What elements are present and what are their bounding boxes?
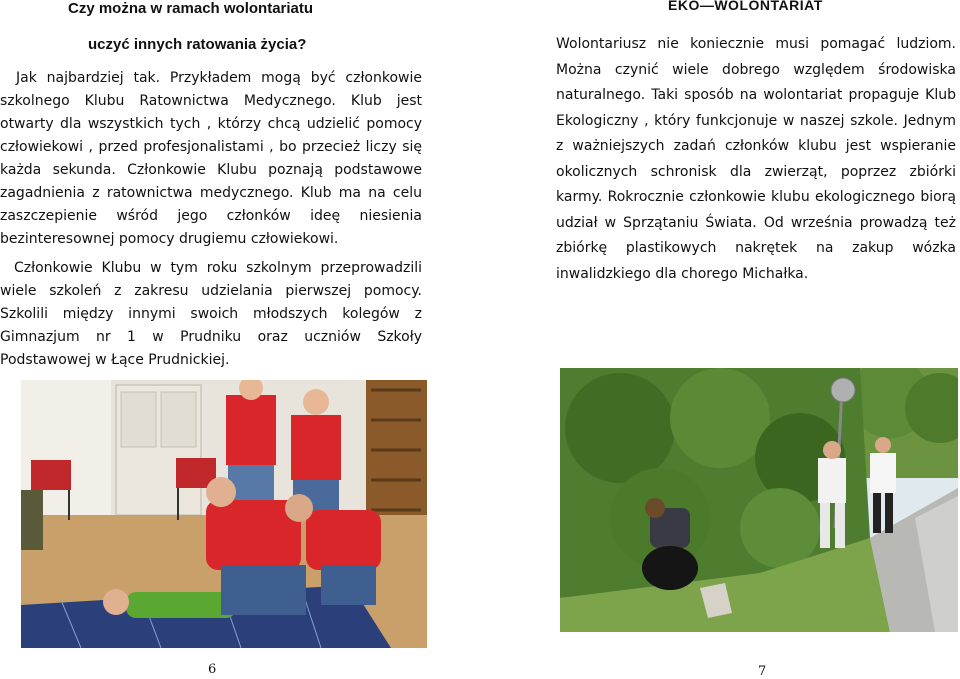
right-title: EKO—WOLONTARIAT <box>668 0 823 13</box>
left-page-number: 6 <box>208 662 217 677</box>
first-aid-training-photo <box>21 380 427 648</box>
left-paragraph-2: Członkowie Klubu w tym roku szkolnym przeprowadzili wiele szkoleń z zakresu udzielania pierwszej pomocy. Szkolili między innymi swoich młodszych kolegów z Gimnazjum nr 1 w Prudniku oraz uczniów Szkoły Podstawowej w Łące Prudnickiej. <box>0 260 422 368</box>
left-title-line1: Czy można w ramach wolontariatu <box>68 0 314 17</box>
right-page-number: 7 <box>758 664 767 679</box>
world-cleanup-photo <box>560 368 958 632</box>
right-paragraph: Wolontariusz nie koniecznie musi pomagać ludziom. Można czynić wiele dobrego względem środowiska naturalnego. Taki sposób na wolontariat propaguje Klub Ekologiczny , który funkcjonuje w naszej szkole. Jednym z ważniejszych zadań członków klubu jest wspieranie okolicznych schronisk dla zwierząt, poprzez zbiórki karmy. Rokrocznie członkowie klubu ekologicznego biorą udział w Sprzątaniu Świata. Od września prowadzą też zbiórkę plastikowych nakrętek na zakup wózka inwalidzkiego dla chorego Michałka. <box>556 36 956 282</box>
left-paragraph-1: Jak najbardziej tak. Przykładem mogą być członkowie szkolnego Klubu Ratownictwa Medycznego. Klub jest otwarty dla wszystkich tych , którzy chcą udzielić pomocy człowiekowi , przed profesjonalistami , bo przecież liczy się każda sekunda. Członkowie Klubu poznają podstawowe zagadnienia z ratownictwa medycznego. Klub ma na celu zaszczepienie wśród jego członków ideę niesienia bezinteresownej pomocy drugiemu człowiekowi. <box>0 70 422 247</box>
left-page <box>0 0 470 677</box>
right-page <box>490 0 960 677</box>
left-title-line2: uczyć innych ratowania życia? <box>88 36 307 53</box>
